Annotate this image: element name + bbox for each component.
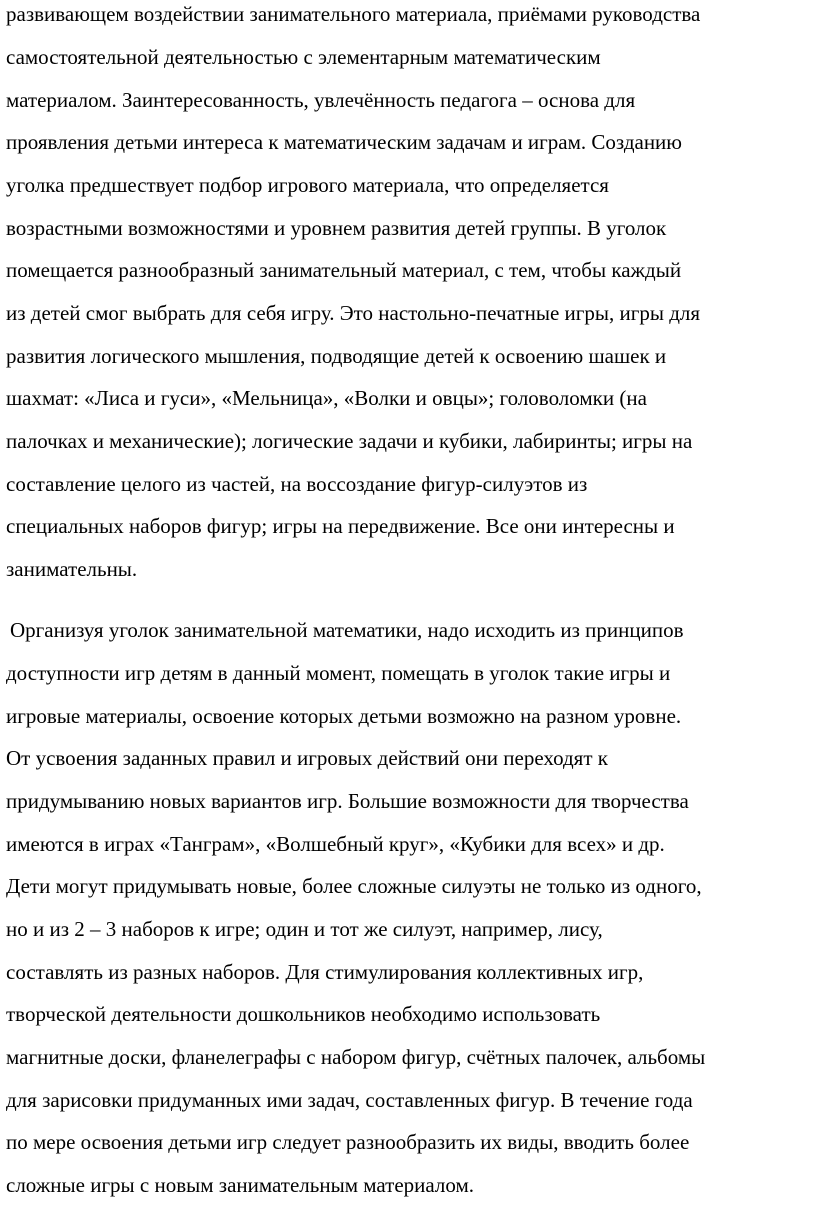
text-line: проявления детьми интереса к математическим задачам и играм. Созданию <box>6 130 682 154</box>
text-line: От усвоения заданных правил и игровых действий они переходят к <box>6 746 608 770</box>
text-line: магнитные доски, фланелеграфы с набором фигур, счётных палочек, альбомы <box>6 1045 706 1069</box>
text-line: развития логического мышления, подводящие детей к освоению шашек и <box>6 344 667 368</box>
text-line: доступности игр детям в данный момент, помещать в уголок такие игры и <box>6 661 671 685</box>
text-line: специальных наборов фигур; игры на передвижение. Все они интересны и <box>6 514 675 538</box>
text-line: самостоятельной деятельностью с элементарным математическим <box>6 45 601 69</box>
text-line: сложные игры с новым занимательным материалом. <box>6 1173 475 1197</box>
text-line: Организуя уголок занимательной математики, надо исходить из принципов <box>10 618 684 642</box>
text-line: палочках и механические); логические задачи и кубики, лабиринты; игры на <box>6 429 693 453</box>
text-line: возрастными возможностями и уровнем развития детей группы. В уголок <box>6 216 667 240</box>
text-line: для зарисовки придуманных ими задач, составленных фигур. В течение года <box>6 1088 693 1112</box>
text-line: имеются в играх «Танграм», «Волшебный круг», «Кубики для всех» и др. <box>6 832 665 856</box>
text-line: по мере освоения детьми игр следует разнообразить их виды, вводить более <box>6 1130 690 1154</box>
text-line: игровые материалы, освоение которых детьми возможно на разном уровне. <box>6 704 682 728</box>
text-line: творческой деятельности дошкольников необходимо использовать <box>6 1002 601 1026</box>
text-line: Дети могут придумывать новые, более сложные силуэты не только из одного, <box>6 874 702 898</box>
text-line: но и из 2 – 3 наборов к игре; один и тот же силуэт, например, лису, <box>6 917 603 941</box>
text-line: уголка предшествует подбор игрового материала, что определяется <box>6 173 609 197</box>
text-line: развивающем воздействии занимательного материала, приёмами руководства <box>6 2 701 26</box>
text-line: шахмат: «Лиса и гуси», «Мельница», «Волки и овцы»; головоломки (на <box>6 386 647 410</box>
text-line: составлять из разных наборов. Для стимулирования коллективных игр, <box>6 960 644 984</box>
text-line: составление целого из частей, на воссоздание фигур-силуэтов из <box>6 472 588 496</box>
text-line: помещается разнообразный занимательный материал, с тем, чтобы каждый <box>6 258 682 282</box>
text-line: придумыванию новых вариантов игр. Большие возможности для творчества <box>6 789 689 813</box>
text-line: занимательны. <box>6 557 138 581</box>
text-line: материалом. Заинтересованность, увлечённость педагога – основа для <box>6 88 636 112</box>
text-line: из детей смог выбрать для себя игру. Это настольно-печатные игры, игры для <box>6 301 701 325</box>
